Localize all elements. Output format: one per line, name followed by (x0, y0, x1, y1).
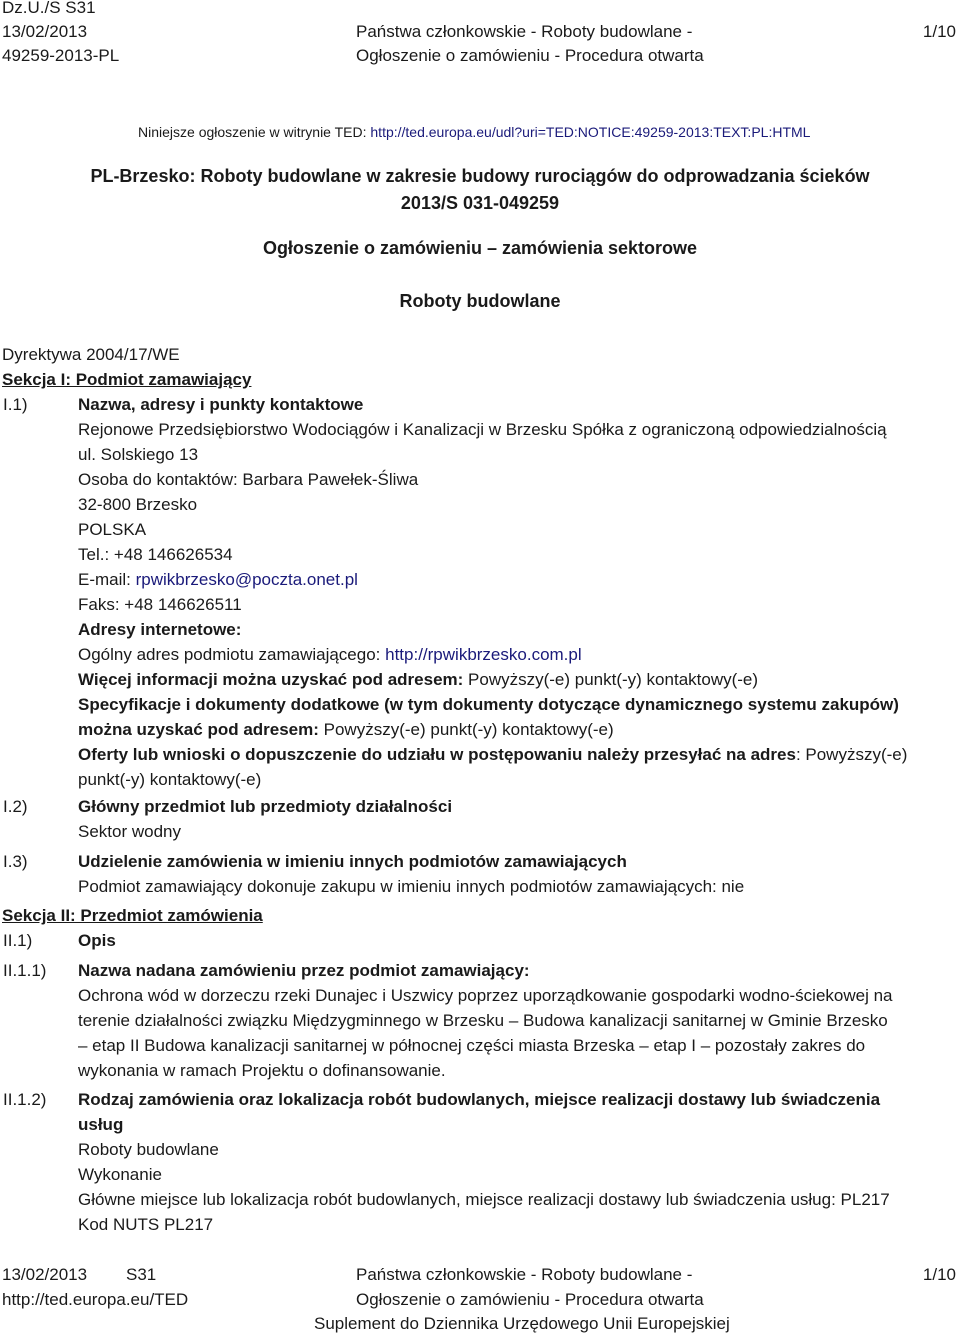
i2-value: Sektor wodny (78, 822, 181, 841)
i1-spec-row (78, 717, 948, 742)
i1-spec-value: Powyższy(-e) punkt(-y) kontaktowy(-e) (323, 720, 614, 739)
footer-url: http://ted.europa.eu/TED (2, 1290, 189, 1309)
notice-title-line2: 2013/S 031-049259 (400, 193, 560, 213)
i2-block (78, 794, 948, 844)
footer-issue: S31 (126, 1265, 157, 1284)
directive: Dyrektywa 2004/17/WE (2, 345, 180, 364)
notice-type: Ogłoszenie o zamówieniu – zamówienia sektorowe (262, 238, 698, 258)
footer-date: 13/02/2013 (2, 1265, 88, 1284)
i1-general-label: Ogólny adres podmiotu zamawiającego: (78, 645, 386, 664)
i1-offers-value-line2: punkt(-y) kontaktowy(-e) (78, 770, 262, 789)
i1-org: Rejonowe Przedsiębiorstwo Wodociągów i Kanalizacji w Brzesku Spółka z ograniczoną odpowiedzialnością (78, 420, 887, 439)
ii11-line: – etap II Budowa kanalizacji sanitarnej w północnej części miasta Brzeska – etap I – pozostały zakres do (78, 1036, 866, 1055)
i1-spec-label-line1: Specyfikacje i dokumenty dodatkowe (w tym dokumenty dotyczące dynamicznego systemu zakupów) (78, 695, 899, 714)
ii12-nuts: Kod NUTS PL217 (78, 1215, 214, 1234)
ii11-number: II.1.1) (3, 961, 47, 980)
ii1-number: II.1) (3, 931, 33, 950)
i2-number: I.2) (3, 797, 28, 816)
i1-email-label: E-mail: (78, 570, 136, 589)
i1-tel: Tel.: +48 146626534 (78, 545, 233, 564)
ii11-line: terenie działalności związku Międzygminnego w Brzesku – Budowa kanalizacji sanitarnej w Gminie Brzesko (78, 1011, 888, 1030)
i1-email-row (78, 567, 948, 592)
i1-fax: Faks: +48 146626511 (78, 595, 242, 614)
ii12-mode: Wykonanie (78, 1165, 162, 1184)
section1-heading: Sekcja I: Podmiot zamawiający (2, 370, 252, 389)
notice-title-line1: PL-Brzesko: Roboty budowlane w zakresie budowy rurociągów do odprowadzania ścieków (90, 166, 870, 186)
ii12-place: Główne miejsce lub lokalizacja robót budowlanych, miejsce realizacji dostawy lub świadczenia usług: PL217 (78, 1190, 890, 1209)
ii12-heading-line1: Rodzaj zamówienia oraz lokalizacja robót budowlanych, miejsce realizacji dostawy lub świadczenia (78, 1090, 881, 1109)
i3-heading: Udzielenie zamówienia w imieniu innych podmiotów zamawiających (78, 852, 627, 871)
contract-type: Roboty budowlane (399, 291, 561, 311)
ted-notice (138, 124, 810, 140)
footer-title-line3: Suplement do Dziennika Urzędowego Unii Europejskiej (314, 1314, 730, 1333)
footer-page: 1/10 (922, 1265, 956, 1284)
i1-internet-label: Adresy internetowe: (78, 620, 242, 639)
section2-heading: Sekcja II: Przedmiot zamówienia (2, 906, 263, 925)
i1-street: ul. Solskiego 13 (78, 445, 199, 464)
i1-email-link[interactable]: rpwikbrzesko@poczta.onet.pl (135, 570, 358, 589)
i1-spec-label-line2: można uzyskać pod adresem: (78, 720, 324, 739)
ii12-block (78, 1087, 948, 1237)
i1-general-row (78, 642, 948, 667)
i1-number: I.1) (3, 395, 28, 414)
ted-notice-prefix: Niniejsze ogłoszenie w witrynie TED: (138, 124, 371, 140)
i2-heading: Główny przedmiot lub przedmioty działalności (78, 797, 453, 816)
ted-notice-link[interactable]: http://ted.europa.eu/udl?uri=TED:NOTICE:49259-2013:TEXT:PL:HTML (370, 124, 811, 140)
ii12-type: Roboty budowlane (78, 1140, 219, 1159)
header-pub-ref: Dz.U./S S31 (2, 0, 96, 17)
header-title-line2: Ogłoszenie o zamówieniu - Procedura otwarta (356, 46, 704, 65)
i1-block (78, 392, 948, 792)
header-title-line1: Państwa członkowskie - Roboty budowlane - (356, 22, 693, 41)
i1-offers-value-line1: : Powyższy(-e) (795, 745, 908, 764)
header-date: 13/02/2013 (2, 22, 88, 41)
i1-heading: Nazwa, adresy i punkty kontaktowe (78, 395, 364, 414)
i3-number: I.3) (3, 852, 28, 871)
ii12-heading-line2: usług (78, 1115, 124, 1134)
header-page: 1/10 (922, 22, 956, 41)
ii11-line: Ochrona wód w dorzeczu rzeki Dunajec i Uszwicy poprzez uporządkowanie gospodarki wodno-ściekowej na (78, 986, 893, 1005)
i1-offers-row (78, 742, 948, 767)
footer-title-line2: Ogłoszenie o zamówieniu - Procedura otwarta (356, 1290, 704, 1309)
i1-more-info-value: Powyższy(-e) punkt(-y) kontaktowy(-e) (468, 670, 759, 689)
header-notice-id: 49259-2013-PL (2, 46, 120, 65)
ii11-line: wykonania w ramach Projektu o dofinansowanie. (78, 1061, 446, 1080)
i1-contact: Osoba do kontaktów: Barbara Pawełek-Śliwa (78, 470, 419, 489)
footer-title-line1: Państwa członkowskie - Roboty budowlane - (356, 1265, 693, 1284)
ii11-heading: Nazwa nadana zamówieniu przez podmiot zamawiający: (78, 961, 530, 980)
ii11-block (78, 958, 948, 1083)
i3-block (78, 849, 948, 899)
i1-more-info-label: Więcej informacji można uzyskać pod adresem: (78, 670, 469, 689)
i1-offers-label: Oferty lub wnioski o dopuszczenie do udziału w postępowaniu należy przesyłać na adres (78, 745, 796, 764)
ii1-heading: Opis (78, 931, 116, 950)
i1-city: 32-800 Brzesko (78, 495, 198, 514)
i1-more-info-row (78, 667, 948, 692)
i1-general-link[interactable]: http://rpwikbrzesko.com.pl (385, 645, 582, 664)
ii12-number: II.1.2) (3, 1090, 47, 1109)
i3-value: Podmiot zamawiający dokonuje zakupu w imieniu innych podmiotów zamawiających: nie (78, 877, 745, 896)
i1-country: POLSKA (78, 520, 147, 539)
